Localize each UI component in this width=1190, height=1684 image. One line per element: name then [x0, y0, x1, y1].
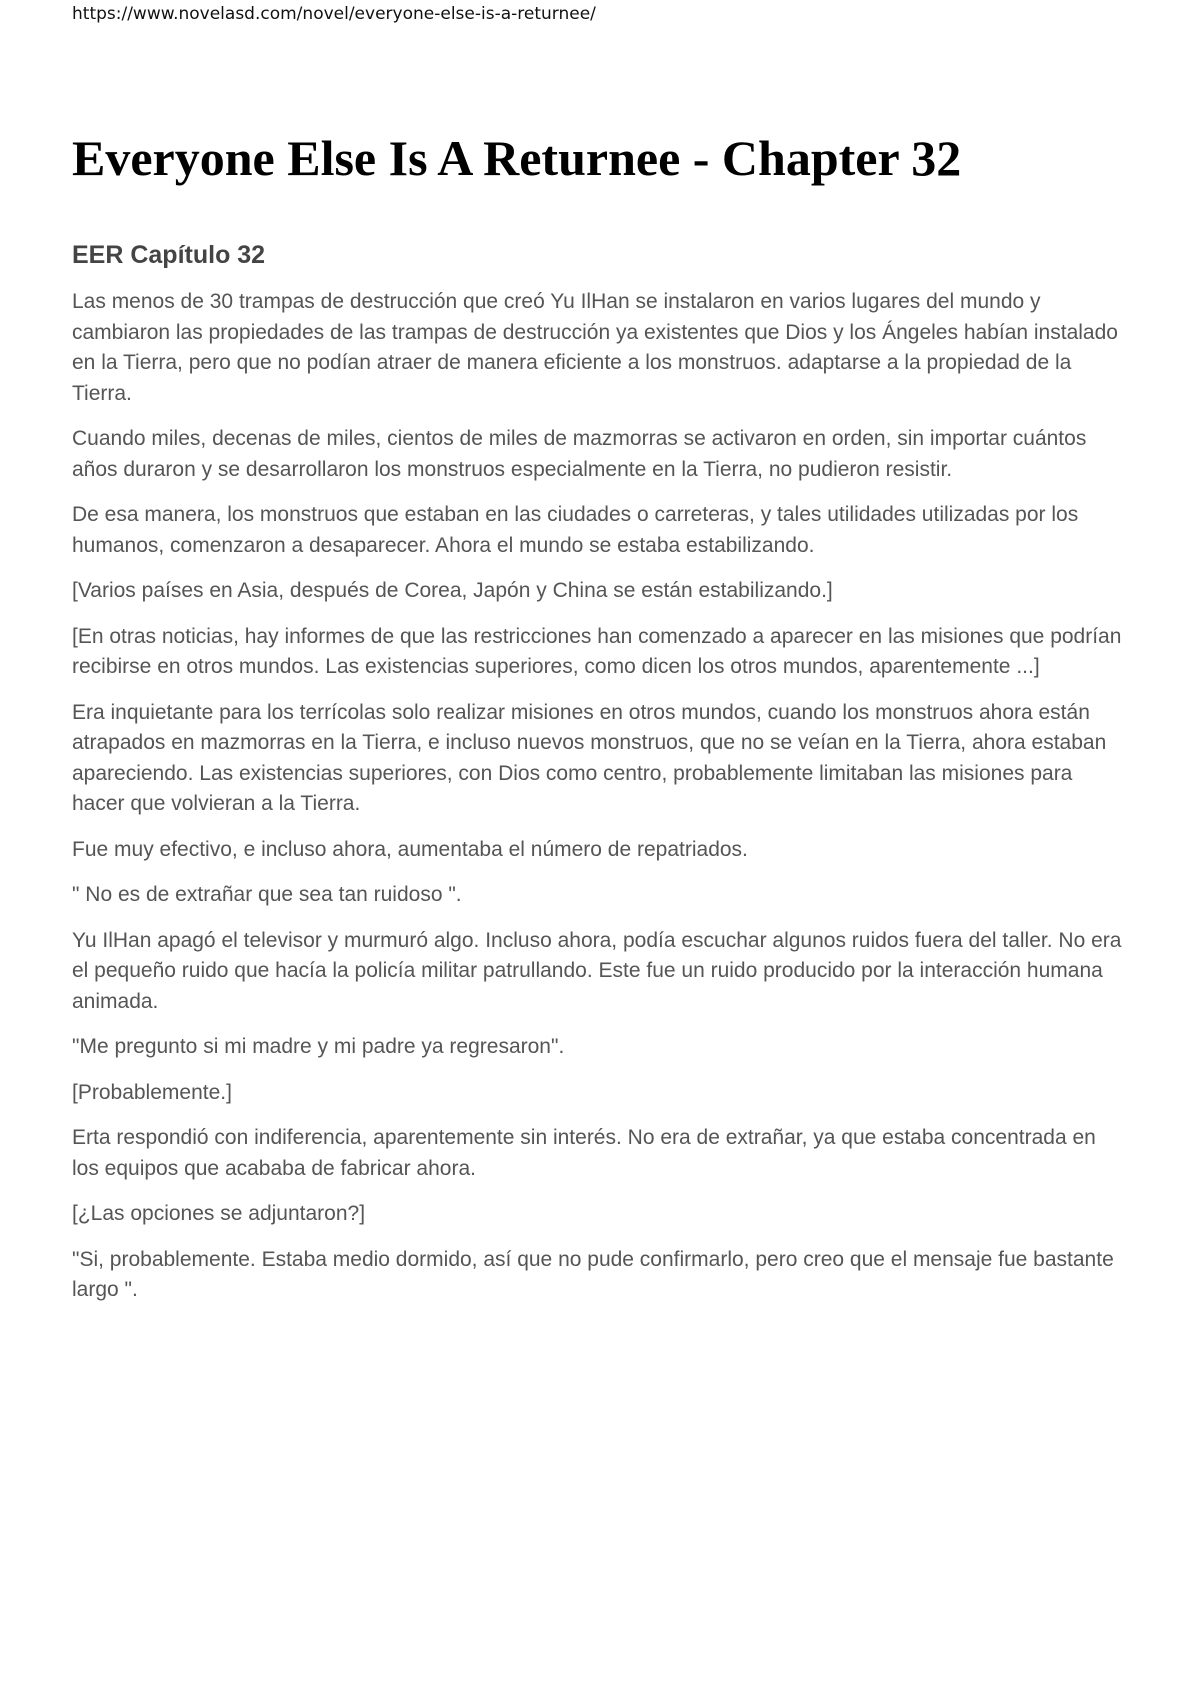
paragraph: "Si, probablemente. Estaba medio dormido, así que no pude confirmarlo, pero creo que el mensaje fue bastante largo ". [72, 1247, 1114, 1301]
paragraph: [¿Las opciones se adjuntaron?] [72, 1202, 366, 1225]
paragraph: Era inquietante para los terrícolas solo realizar misiones en otros mundos, cuando los monstruos ahora están atrapados en mazmorras en la Tierra, e incluso nuevos monstruos, que no se veían en la Tierra, ahora estaban apareciendo. Las existencias superiores, con Dios como centro, probablemente limitaban las misiones para hacer que volvieran a la Tierra. [72, 700, 1107, 815]
section-heading: EER Capítulo 32 [72, 241, 266, 269]
chapter-title: Everyone Else Is A Returnee - Chapter 32 [72, 130, 962, 186]
page-url: https://www.novelasd.com/novel/everyone-else-is-a-returnee/ [72, 4, 596, 24]
paragraph: De esa manera, los monstruos que estaban en las ciudades o carreteras, y tales utilidades utilizadas por los humanos, comenzaron a desaparecer. Ahora el mundo se estaba estabilizando. [72, 503, 1079, 557]
paragraph: Cuando miles, decenas de miles, cientos de miles de mazmorras se activaron en orden, sin importar cuántos años duraron y se desarrollaron los monstruos especialmente en la Tierra, no pudieron resistir. [72, 427, 1087, 481]
paragraph: Yu IlHan apagó el televisor y murmuró algo. Incluso ahora, podía escuchar algunos ruidos fuera del taller. No era el pequeño ruido que hacía la policía militar patrullando. Este fue un ruido producido por la interacción humana animada. [72, 928, 1122, 1013]
paragraph: " No es de extrañar que sea tan ruidoso ". [72, 883, 462, 906]
chapter-content [72, 240, 1122, 1321]
paragraph: Las menos de 30 trampas de destrucción que creó Yu IlHan se instalaron en varios lugares del mundo y cambiaron las propiedades de las trampas de destrucción ya existentes que Dios y los Ángeles habían instalado en la Tierra, pero que no podían atraer de manera eficiente a los monstruos. adaptarse a la propiedad de la Tierra. [72, 290, 1118, 405]
paragraph: [Probablemente.] [72, 1080, 232, 1104]
paragraph: Erta respondió con indiferencia, aparentemente sin interés. No era de extrañar, ya que estaba concentrada en los equipos que acababa de fabricar ahora. [72, 1126, 1096, 1180]
paragraph: "Me pregunto si mi madre y mi padre ya regresaron". [72, 1035, 565, 1058]
paragraph: Fue muy efectivo, e incluso ahora, aumentaba el número de repatriados. [72, 837, 748, 861]
paragraph: [En otras noticias, hay informes de que las restricciones han comenzado a aparecer en las misiones que podrían recibirse en otros mundos. Las existencias superiores, como dicen los otros mundos, aparentemente ...] [72, 624, 1122, 678]
paragraph: [Varios países en Asia, después de Corea, Japón y China se están estabilizando.] [72, 579, 833, 602]
